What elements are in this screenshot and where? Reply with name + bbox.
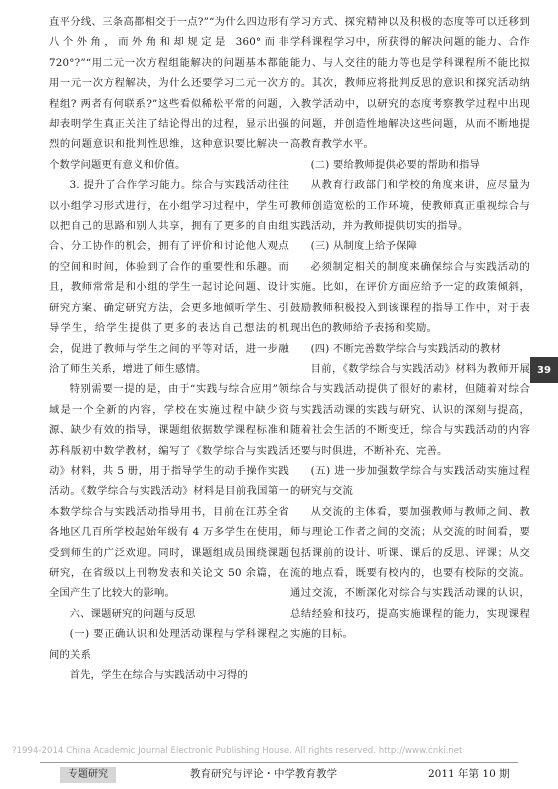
paragraph: 直平分线、三条高都相交于一点?”“为什么四边形有八个外角，而外角和却规定是 360°而非 720°?”“用二元一次方程组能解决的问题基本都能用一元一次方程解决，为什么还要学习二元一次方程组? 两者有何联系?”这些看似稀松平常的问题，却表明学生真正关注了结论得出的过程，显示出强烈的问题意识和批判性思维，这种意识要比解决一个数学问题更有意义和价值。 [49,16,289,171]
subsection-heading: (五) 进一步加强数学综合与实践活动实施过程的研究与交流 [290,464,530,498]
paragraph: 学习方式、探究精神以及积极的态度等可以迁移到学科课程学习中，所获得的解决问题的能力、合作能力、与人交往的能力等也是学科课程所不能比拟的。其次，教师应将批判反思的意识和探究活动纳入教学活动中，以研究的态度考察教学过程中出现的问题，并创造性地解决这些问题，从而不断地提高教育教学水平。 [290,16,530,151]
paragraph: 从教育行政部门和学校的角度来讲，应尽量为教师创造宽松的工作环境，使教师真正重视综合与实践活动，并为教师提供切实的指导。 [290,179,530,233]
paragraph: 必须制定相关的制度来确保综合与实践活动的实施。比如，在评价方面应给予一定的政策倾斜，鼓励教师积极投入到该课程的指导工作中，对于表现出色的教师给予表扬和奖励。 [290,260,530,335]
paragraph: 从交流的主体看，要加强教师与教师之间、教师与理论工作者之间的交流；从交流的时间看，要包括课前的设计、听课、课后的反思、评课；从交流的地点看，既要有校内的，也要有校际的交流。通过交流，不断深化对综合与实践活动课的认识，总结经验和技巧，提高实施课程的能力，实现课程实施的目标。 [290,505,530,641]
subsection-heading: (三) 从制度上给予保障 [310,240,417,253]
subsection-heading: (四) 不断完善数学综合与实践活动的教材 [310,342,501,355]
page-number-tab: 39 [530,357,558,383]
right-column [290,12,530,645]
section-tag: 专题研究 [60,767,116,783]
footer-divider [40,762,518,763]
subsection-heading: (一) 要正确认识和处理活动课程与学科课程之间的关系 [49,628,289,661]
left-column [49,12,289,685]
issue-number: 2011 年第 10 期 [428,768,510,780]
copyright-notice: ?1994-2014 China Academic Journal Electronic Publishing House. All rights reserved. http://www.cnki.net [12,746,463,756]
paragraph: 特别需要一提的是，由于“实践与综合应用”领域是一个全新的内容，学校在实施过程中缺少资源、缺少有效的指导，课题组依据数学课程标准和苏科版初中数学教材，编写了《数学综合与实践活动》材料，共 5 册，用于指导学生的动手操作实践活动。《数学综合与实践活动》材料是目前我国第一本数学综合与实践活动指导用书，目前在江苏全省各地区几百所学校起始年级有 4 万多学生在使用，受到师生的广泛欢迎。同时，课题组成员围绕课题研究，在省级以上刊物发表和关论文 50 余篇，在全国产生了比较大的影响。 [49,383,289,600]
paragraph: 首先，学生在综合与实践活动中习得的 [69,669,249,681]
paragraph: 3. 提升了合作学习能力。综合与实践活动往往以小组学习形式进行，在小组学习过程中，学生可以把自己的思路和别人共享，拥有了更多的自由组合、分工协作的机会，拥有了评价和讨论他人观点的空间和时间，体验到了合作的重要性和乐趣。而且，教师常常是和小组的学生一起讨论问题、设计研究方案、确定研究方法，会更多地倾听学生、引导学生，给学生提供了更多的表达自己想法的机会，促进了教师与学生之间的平等对话，进一步融洽了师生关系，增进了师生感情。 [49,179,289,375]
paragraph: 目前，《数学综合与实践活动》材料为教师开展综合与实践活动提供了很好的素材，但随着对综合与实践活动课的实践与研究、认识的深刻与提高，随着社会生活的不断变迁，综合与实践活动的内容还要与时俱进，不断补充、完善。 [290,362,530,457]
journal-name: 教育研究与评论・中学教育教学 [190,768,337,780]
subsection-heading: (二) 要给教师提供必要的帮助和指导 [310,158,480,171]
section-heading: 六、课题研究的问题与反思 [69,607,196,620]
page-footer [0,760,558,789]
